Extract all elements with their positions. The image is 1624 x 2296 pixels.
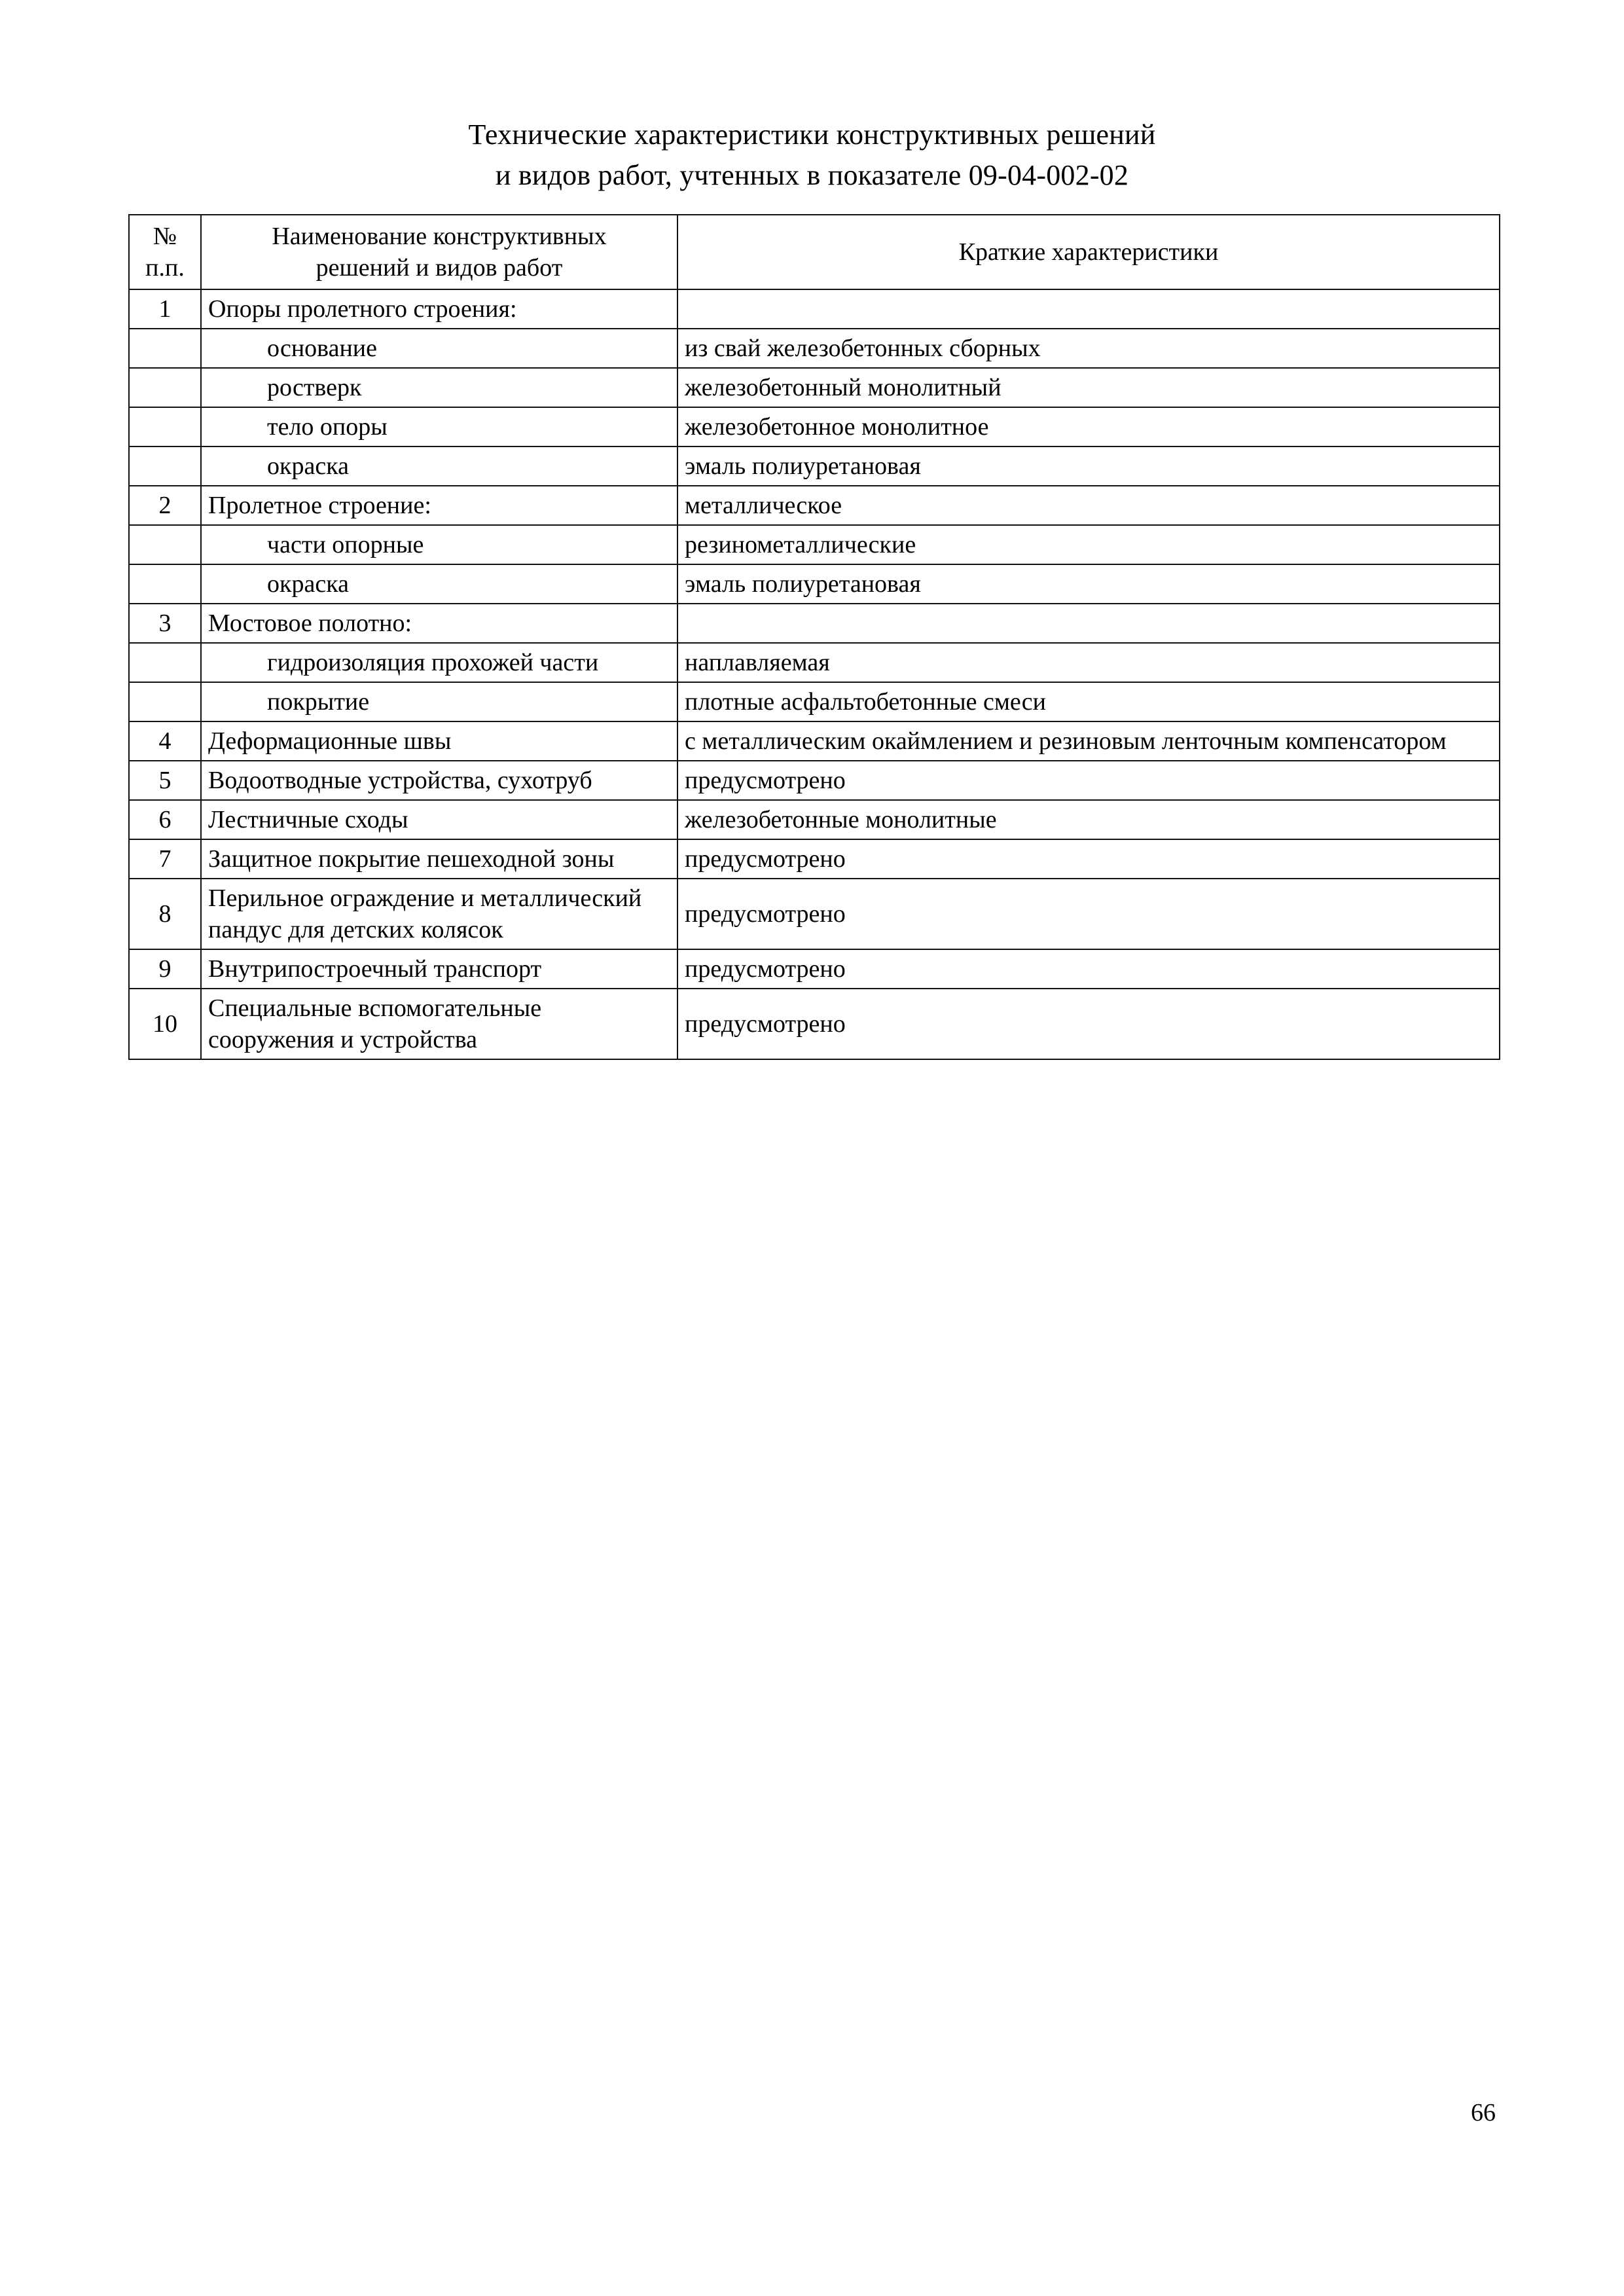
specification-table-container xyxy=(128,214,1499,1060)
row-description-cell xyxy=(677,604,1500,643)
row-description-cell: резинометаллические xyxy=(677,525,1500,564)
table-row xyxy=(129,721,1500,761)
row-name-cell: Внутрипостроечный транспорт xyxy=(201,949,677,989)
table-body xyxy=(129,289,1500,1059)
row-description-cell: наплавляемая xyxy=(677,643,1500,682)
row-name-cell: Опоры пролетного строения: xyxy=(201,289,677,329)
row-description-cell: предусмотрено xyxy=(677,989,1500,1059)
row-name-cell: Водоотводные устройства, сухотруб xyxy=(201,761,677,800)
specification-table xyxy=(128,214,1500,1060)
table-row xyxy=(129,289,1500,329)
row-number-cell xyxy=(129,368,201,407)
row-description-cell: эмаль полиуретановая xyxy=(677,564,1500,604)
row-number-cell xyxy=(129,682,201,721)
row-description-cell: эмаль полиуретановая xyxy=(677,446,1500,486)
row-description-cell: предусмотрено xyxy=(677,839,1500,879)
row-number-cell xyxy=(129,564,201,604)
table-row xyxy=(129,329,1500,368)
title-line-2: и видов работ, учтенных в показателе 09-04-002-02 xyxy=(495,159,1129,191)
row-number-cell: 7 xyxy=(129,839,201,879)
table-row xyxy=(129,949,1500,989)
page-number: 66 xyxy=(1471,2099,1496,2126)
table-row xyxy=(129,604,1500,643)
row-name-cell: гидроизоляция прохожей части xyxy=(201,643,677,682)
row-name-cell: основание xyxy=(201,329,677,368)
table-row xyxy=(129,879,1500,949)
column-header-name-line2: решений и видов работ xyxy=(316,254,563,282)
row-name-cell: части опорные xyxy=(201,525,677,564)
row-number-cell: 1 xyxy=(129,289,201,329)
column-header-number xyxy=(129,215,201,289)
row-name-cell: Перильное ограждение и металлический пандус для детских колясок xyxy=(201,879,677,949)
row-number-cell: 6 xyxy=(129,800,201,839)
row-name-cell: тело опоры xyxy=(201,407,677,446)
column-header-number-line2: п.п. xyxy=(145,254,185,282)
table-row xyxy=(129,682,1500,721)
row-number-cell xyxy=(129,446,201,486)
row-number-cell: 4 xyxy=(129,721,201,761)
row-number-cell: 10 xyxy=(129,989,201,1059)
table-row xyxy=(129,643,1500,682)
row-description-cell: металлическое xyxy=(677,486,1500,525)
row-number-cell xyxy=(129,643,201,682)
row-description-cell: из свай железобетонных сборных xyxy=(677,329,1500,368)
row-number-cell xyxy=(129,407,201,446)
row-name-cell: окраска xyxy=(201,564,677,604)
row-description-cell: предусмотрено xyxy=(677,761,1500,800)
row-description-cell: железобетонный монолитный xyxy=(677,368,1500,407)
row-description-cell: предусмотрено xyxy=(677,949,1500,989)
table-row xyxy=(129,446,1500,486)
row-name-cell: покрытие xyxy=(201,682,677,721)
column-header-number-line1: № xyxy=(153,223,177,250)
row-description-cell xyxy=(677,289,1500,329)
row-name-cell: окраска xyxy=(201,446,677,486)
table-row xyxy=(129,761,1500,800)
row-description-cell: железобетонные монолитные xyxy=(677,800,1500,839)
page-title xyxy=(0,115,1624,196)
column-header-name xyxy=(201,215,677,289)
row-name-cell: Деформационные швы xyxy=(201,721,677,761)
table-row xyxy=(129,800,1500,839)
column-header-name-line1: Наименование конструктивных xyxy=(272,223,607,250)
row-name-cell: Защитное покрытие пешеходной зоны xyxy=(201,839,677,879)
column-header-description: Краткие характеристики xyxy=(677,215,1500,289)
row-name-cell: Лестничные сходы xyxy=(201,800,677,839)
table-row xyxy=(129,368,1500,407)
row-number-cell: 5 xyxy=(129,761,201,800)
row-description-cell: железобетонное монолитное xyxy=(677,407,1500,446)
row-description-cell: предусмотрено xyxy=(677,879,1500,949)
table-row xyxy=(129,525,1500,564)
table-header-row xyxy=(129,215,1500,289)
table-row xyxy=(129,407,1500,446)
row-name-cell: Пролетное строение: xyxy=(201,486,677,525)
row-name-cell: Мостовое полотно: xyxy=(201,604,677,643)
row-description-cell: плотные асфальтобетонные смеси xyxy=(677,682,1500,721)
row-number-cell xyxy=(129,525,201,564)
row-number-cell: 9 xyxy=(129,949,201,989)
title-line-1: Технические характеристики конструктивных решений xyxy=(468,118,1156,151)
row-number-cell: 8 xyxy=(129,879,201,949)
row-number-cell: 2 xyxy=(129,486,201,525)
row-number-cell xyxy=(129,329,201,368)
row-number-cell: 3 xyxy=(129,604,201,643)
table-row xyxy=(129,989,1500,1059)
table-row xyxy=(129,486,1500,525)
row-description-cell: с металлическим окаймлением и резиновым ленточным компенсатором xyxy=(677,721,1500,761)
table-row xyxy=(129,564,1500,604)
table-row xyxy=(129,839,1500,879)
row-name-cell: Специальные вспомогательные сооружения и устройства xyxy=(201,989,677,1059)
row-name-cell: ростверк xyxy=(201,368,677,407)
